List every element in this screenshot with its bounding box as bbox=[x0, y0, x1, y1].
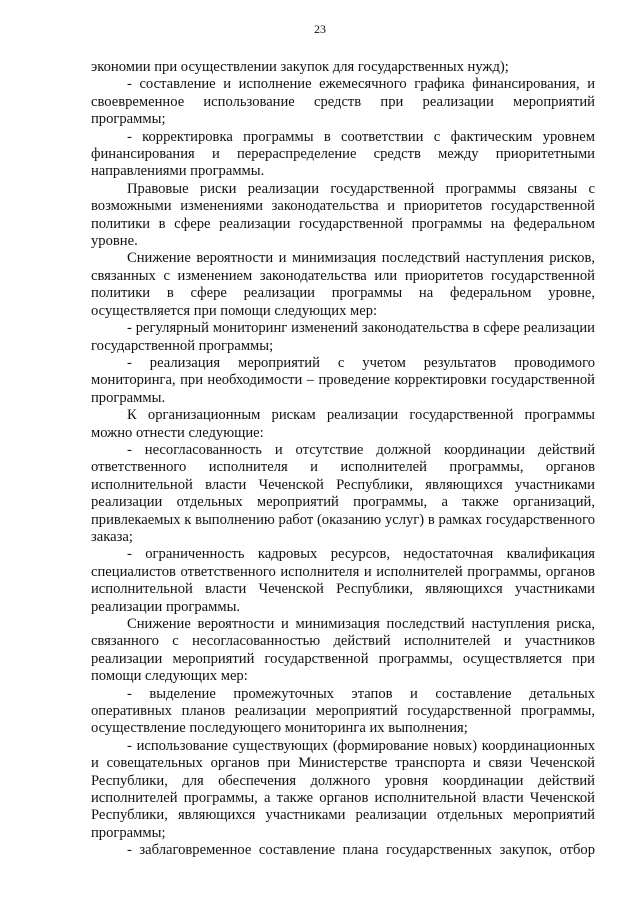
paragraph-13: - использование существующих (формирование новых) координационных и совещательных органов при Министерстве транспорта и связи Чеченской Республики, для обеспечения должного уровня координации действий исполнителей программы, а также органов исполнительной власти Чеченской Республики, являющихся участниками реализации отдельных мероприятий программы; bbox=[91, 737, 595, 841]
paragraph-7: - реализация мероприятий с учетом результатов проводимого мониторинга, при необходимости – проведение корректировки государственной программы. bbox=[91, 354, 595, 406]
paragraph-14: - заблаговременное составление плана государственных закупок, отбор bbox=[127, 842, 595, 859]
page-number: 23 bbox=[314, 22, 326, 36]
paragraph-6: - регулярный мониторинг изменений законодательства в сфере реализации государственной программы; bbox=[91, 320, 595, 354]
paragraph-5: Снижение вероятности и минимизация последствий наступления рисков, связанных с изменением законодательства или приоритетов государственной политики в сфере реализации программы на федеральном уровне, осуществляется при помощи следующих мер: bbox=[91, 250, 595, 319]
paragraph-3: - корректировка программы в соответствии с фактическим уровнем финансирования и перераспределение средств между приоритетными направлениями программы. bbox=[91, 128, 595, 180]
paragraph-10: - ограниченность кадровых ресурсов, недостаточная квалификация специалистов ответственного исполнителя и исполнителей программы, органов исполнительной власти Чеченской Республики, являющихся участниками реализации программы. bbox=[91, 546, 595, 615]
paragraph-1: экономии при осуществлении закупок для государственных нужд); bbox=[91, 59, 509, 75]
paragraph-9: - несогласованность и отсутствие должной координации действий ответственного исполнителя и исполнителей программы, органов исполнительной власти Чеченской Республики, являющихся участниками реализации отдельных мероприятий программы, а также организаций, привлекаемых к выполнению работ (оказанию услуг) в рамках государственного заказа; bbox=[91, 441, 595, 545]
paragraph-8: К организационным рискам реализации государственной программы можно отнести следующие: bbox=[91, 407, 595, 441]
paragraph-11: Снижение вероятности и минимизация последствий наступления риска, связанного с несогласованностью действий исполнителей и участников реализации мероприятий государственной программы, осуществляется при помощи следующих мер: bbox=[91, 616, 595, 685]
paragraph-2: - составление и исполнение ежемесячного графика финансирования, и своевременное использование средств при реализации мероприятий программы; bbox=[91, 76, 595, 128]
paragraph-4: Правовые риски реализации государственной программы связаны с возможными изменениями законодательства и приоритетов государственной политики в сфере реализации государственной программы на федеральном уровне. bbox=[91, 180, 595, 250]
paragraph-12: - выделение промежуточных этапов и составление детальных оперативных планов реализации мероприятий государственной программы, осуществление последующего мониторинга их выполнения; bbox=[91, 685, 595, 737]
document-body bbox=[91, 59, 595, 860]
